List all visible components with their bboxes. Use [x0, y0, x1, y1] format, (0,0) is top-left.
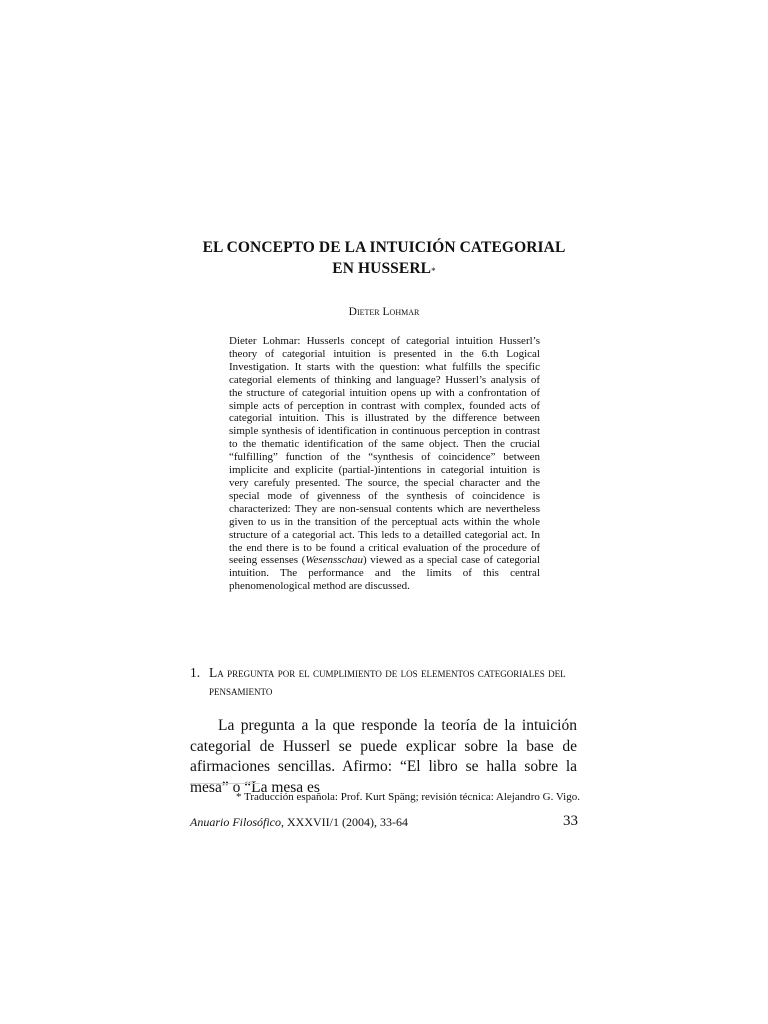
journal-volume: , XXXVII/1 (2004), 33-64: [281, 815, 408, 829]
section-heading: [190, 664, 580, 700]
abstract-part-2: ) viewed as a special case of categorial intuition. The performance and the limits of this central phenomenological method are discussed.: [229, 554, 540, 593]
title-line-1: EL CONCEPTO DE LA INTUICIÓN CATEGORIAL: [202, 239, 566, 256]
article-title: [150, 237, 618, 279]
section-number: 1.: [190, 665, 201, 680]
journal-citation: [190, 815, 408, 829]
abstract-italic-term: Wesensschau: [305, 554, 363, 567]
title-line-2: [150, 258, 618, 279]
page-footer: [190, 815, 580, 830]
section-title: La pregunta por el cumplimiento de los elementos categoriales del pensamiento: [209, 665, 566, 698]
author-name: Dieter Lohmar: [348, 306, 420, 318]
title-footnote-mark: *: [431, 266, 436, 276]
abstract-part-1: Dieter Lohmar: Husserls concept of categorial intuition Husserl’s theory of categorial intuition is presented in the 6.th Logical Investigation. It starts with the question: what fulfills the specific categorial elements of thinking and language? Husserl’s analysis of the structure of categorial intuition opens up with a confrontation of simple acts of perception in contrast with complex, founded acts of categorial intuition. This is illustrated by the difference between simple synthesis of identification in continuous perception in contrast to the thematic identification of the same object. Then the crucial “fulfilling” function of the “synthesis of coincidence” between implicite and explicite (partial-)intentions in categorial intuition is very carefuly presented. The source, the special character and the special mode of givenness of the synthesis of coincidence is characterized: They are non-sensual contents which are nevertheless given to us in the transition of the perceptual acts within the whole structure of a categorial act. This leds to a detailled categorial act. In the end there is to be found a critical evaluation of the procedure of seeing essenses (: [229, 335, 540, 567]
footnote: * Traducción española: Prof. Kurt Späng; revisión técnica: Alejandro G. Vigo.: [235, 791, 580, 803]
page-number: 33: [563, 813, 578, 829]
title-line-2-text: EN HUSSERL: [332, 260, 432, 277]
footnote-divider: [190, 783, 260, 784]
abstract: [229, 335, 540, 593]
journal-name: Anuario Filosófico: [190, 815, 281, 829]
body-paragraph: La pregunta a la que responde la teoría de la intuición categorial de Husserl se puede explicar sobre la base de afirmaciones sencillas. Afirmo: “El libro se halla sobre la mesa” o “La mesa es: [190, 717, 577, 796]
